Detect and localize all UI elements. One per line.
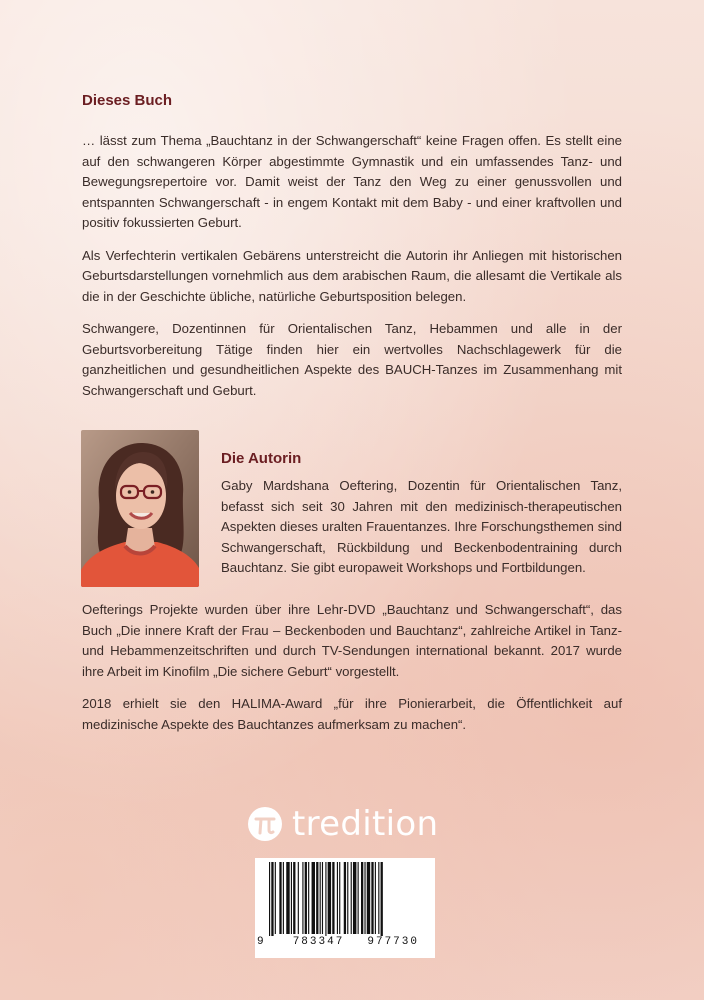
barcode-bar [375, 862, 376, 934]
book-paragraph-3: Schwangere, Dozentinnen für Orientalischen Tanz, Hebammen und alle in der Geburtsvorbereitung Tätige finden hier ein wertvolles Nachschlagewerk für die ganzheitlichen und gesundheitlichen Aspekte des BAUCH-Tanzes im Zusammenhang mit Schwangerschaft und Geburt. [82, 321, 622, 398]
book-description-section [82, 92, 622, 413]
book-section-heading: Dieses Buch [82, 92, 173, 109]
barcode-bar [358, 862, 359, 934]
barcode-bar [344, 862, 346, 934]
barcode-bar [371, 862, 373, 934]
author-paragraph-1: Oefterings Projekte wurden über ihre Lehr-DVD „Bauchtanz und Schwangerschaft“, das Buch „Die innere Kraft der Frau – Beckenboden und Bauchtanz“, zahlreiche Artikel in Tanz- und Hebammenzeitschriften und durch TV-Sendungen international bekannt. 2017 wurde ihre Arbeit im Kinofilm „Die sichere Geburt“ vorgestellt. [82, 602, 622, 679]
barcode-bar [328, 862, 331, 934]
barcode-bar [337, 862, 338, 934]
barcode-bar [279, 862, 281, 934]
barcode-bar [269, 862, 270, 936]
barcode-bar [322, 862, 323, 934]
barcode-bar [347, 862, 348, 934]
barcode-bar [293, 862, 295, 934]
barcode-bar [325, 862, 326, 936]
barcode-digits-left: 783347 [292, 936, 345, 948]
barcode-bar [298, 862, 299, 934]
author-bio: Gaby Mardshana Oeftering, Dozentin für Orientalischen Tanz, befasst sich seit 30 Jahren mit den medizinisch-therapeutischen Aspekten dieses uralten Frauentanzes. Ihre Forschungsthemen sind Schwangerschaft, Rückbildung und Beckenbodentraining durch Bauchtanz. Sie gibt europaweit Workshops und Fortbildungen. [221, 478, 622, 575]
barcode-bar [316, 862, 318, 934]
barcode-bar [320, 862, 321, 934]
barcode-bar [381, 862, 383, 936]
barcode-bar [291, 862, 292, 934]
book-paragraph-1: … lässt zum Thema „Bauchtanz in der Schwangerschaft“ keine Fragen offen. Es stellt eine auf den schwangeren Körper abgestimmte Gymnastik und ein umfassendes Tanz- und Bewegungsrepertoire vor. Damit weist der Tanz den Weg zu einer genussvollen und entspannten Schwangerschaft - in engem Kontakt mit dem Baby - und einer kraftvollen und positiv fokussierten Geburt. [82, 133, 622, 230]
publisher-name: tredition [292, 804, 439, 844]
barcode-digit-prefix: 9 [257, 936, 264, 948]
barcode-bar [351, 862, 352, 934]
barcode-bar [312, 862, 315, 934]
barcode-bar [302, 862, 303, 934]
barcode-bar [275, 862, 276, 934]
author-projects-section [82, 600, 622, 747]
barcode-bar [364, 862, 365, 934]
barcode-bars [255, 858, 435, 936]
barcode-bar [305, 862, 307, 934]
author-paragraph-2: 2018 erhielt sie den HALIMA-Award „für ihre Pionierarbeit, die Öffentlichkeit auf medizinische Aspekte des Bauchtanzes aufmerksam zu machen“. [82, 696, 622, 732]
barcode-bar [353, 862, 356, 934]
tredition-mark-icon [247, 806, 283, 842]
barcode-bar [283, 862, 284, 934]
book-paragraph-2: Als Verfechterin vertikalen Gebärens unterstreicht die Autorin ihr Anliegen mit historischen Geburtsdarstellungen vornehmlich aus dem arabischen Raum, die allesamt die Vertikale als die in der Geschichte übliche, natürliche Geburtsposition belegen. [82, 247, 622, 304]
isbn-barcode [255, 858, 435, 958]
barcode-bar [339, 862, 340, 934]
barcode-bar [367, 862, 370, 934]
publisher-logo [247, 800, 467, 848]
barcode-bar [286, 862, 289, 934]
barcode-digits-right: 977730 [367, 936, 419, 948]
barcode-bar [378, 862, 379, 934]
author-portrait [81, 430, 199, 587]
barcode-bar [332, 862, 334, 934]
author-section-heading: Die Autorin [221, 450, 302, 467]
barcode-bar [361, 862, 363, 934]
barcode-bar [308, 862, 309, 934]
barcode-digits [255, 936, 435, 948]
barcode-bar [271, 862, 273, 936]
